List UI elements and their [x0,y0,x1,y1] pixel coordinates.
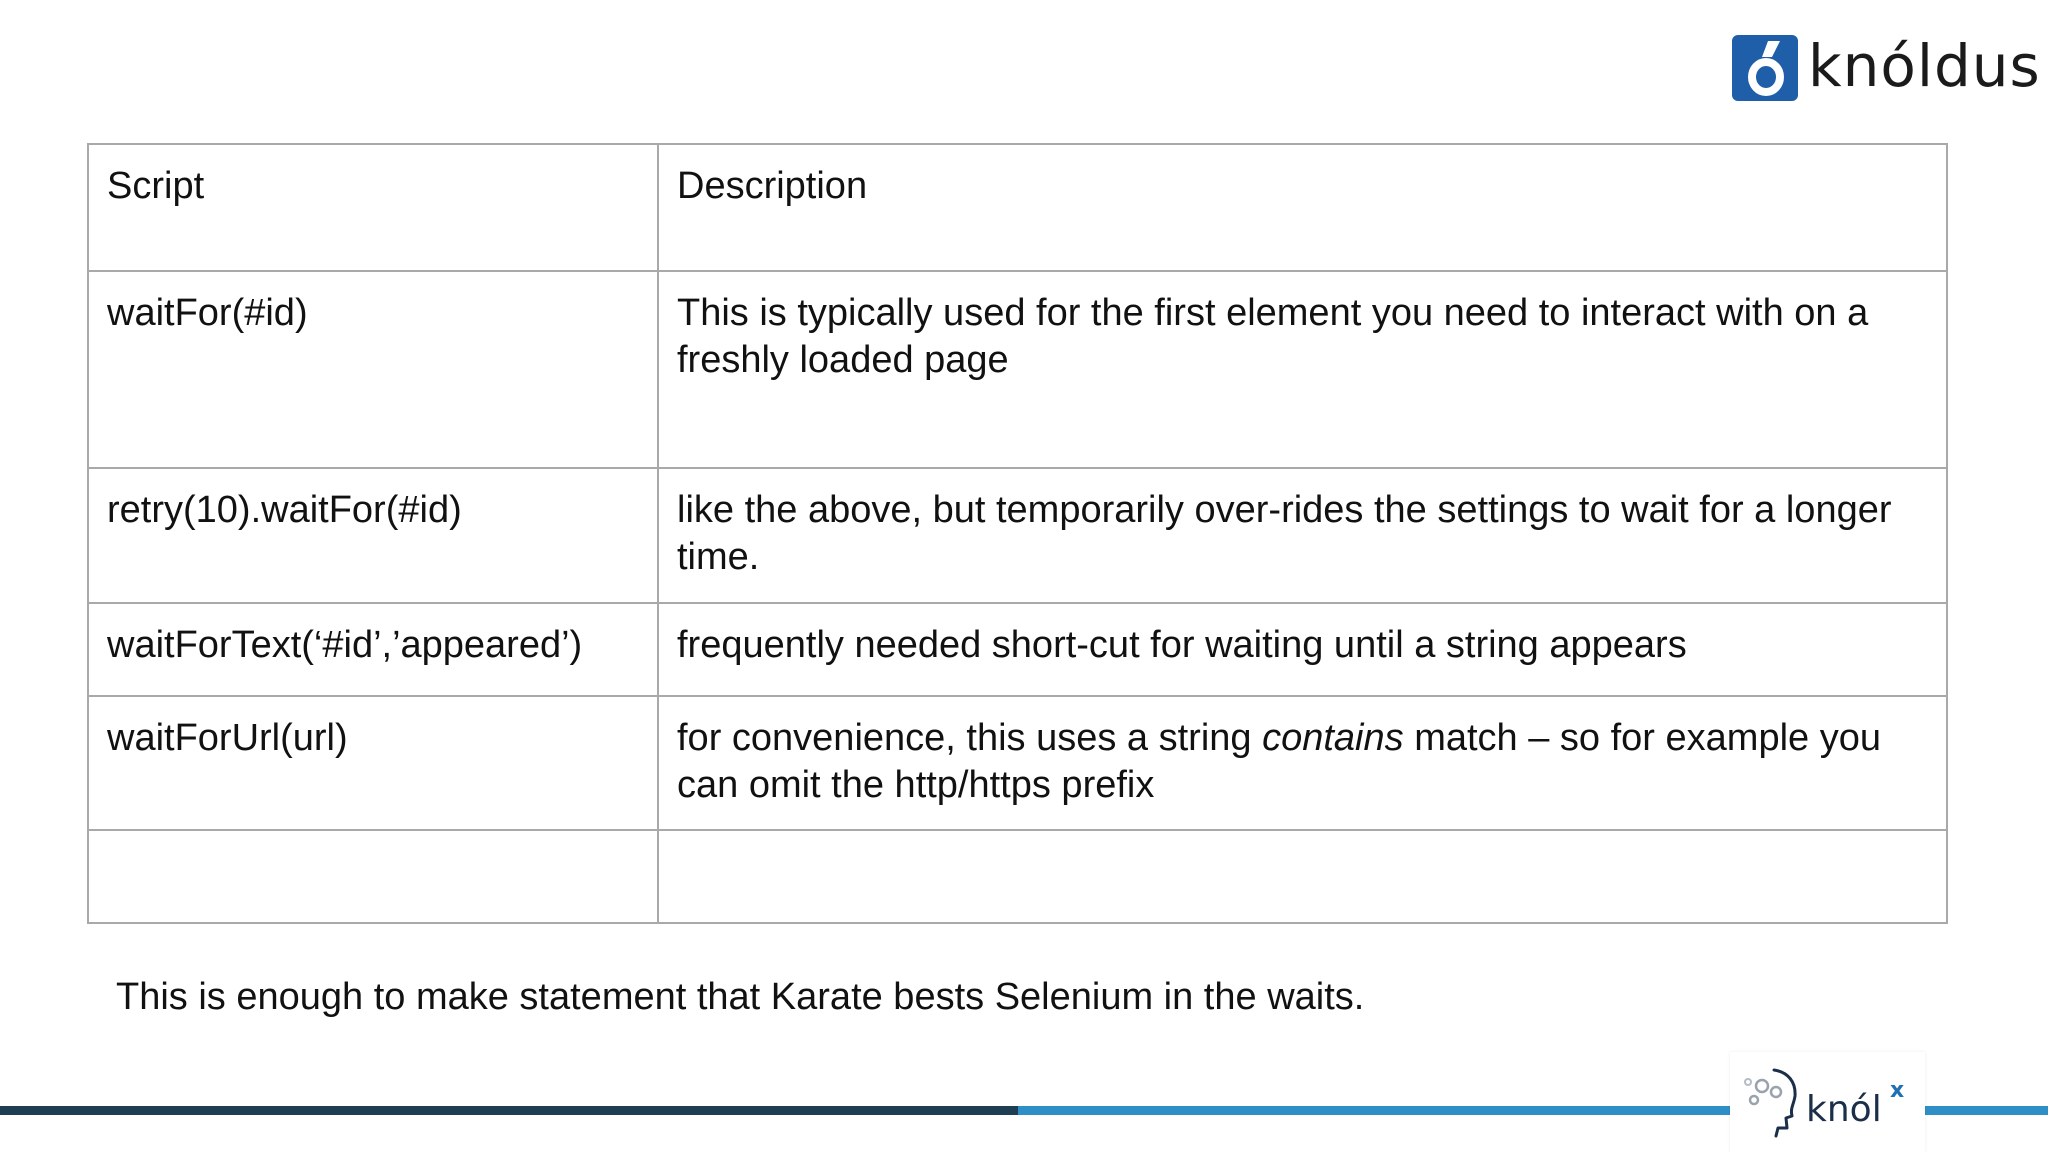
script-cell: waitForText(‘#id’,’appeared’) [88,603,658,696]
description-cell: This is typically used for the first element you need to interact with on a freshly loaded page [658,271,1947,468]
knolx-wordmark: knól [1806,1089,1882,1130]
table-row [88,696,1947,830]
description-text-emphasis: contains [1262,717,1404,759]
waits-table [87,143,1948,924]
script-cell [88,830,658,923]
description-text-before: for convenience, this uses a string [677,717,1263,759]
knolx-badge [1730,1052,1925,1152]
script-cell: waitForUrl(url) [88,696,658,830]
description-cell: frequently needed short-cut for waiting until a string appears [658,603,1947,696]
description-cell: like the above, but temporarily over-rides the settings to wait for a longer time. [658,468,1947,603]
table-row [88,603,1947,696]
knoldus-mark-icon [1732,35,1798,101]
script-cell: waitFor(#id) [88,271,658,468]
header-script-cell: Script [88,144,658,271]
closing-statement: This is enough to make statement that Karate bests Selenium in the waits. [116,976,1365,1018]
head-gears-icon [1740,1066,1800,1140]
knoldus-wordmark: knóldus [1808,32,2041,100]
knoldus-logo [1732,32,2041,103]
table-header-row [88,144,1947,271]
table-row [88,271,1947,468]
script-cell: retry(10).waitFor(#id) [88,468,658,603]
header-description-cell: Description [658,144,1947,271]
description-text-after: match – so for example you can omit the http/https prefix [677,717,1881,806]
table-row [88,468,1947,603]
footer-bar-dark [0,1106,1018,1115]
knolx-superscript: x [1890,1078,1905,1103]
description-cell [658,696,1947,830]
table-row-empty [88,830,1947,923]
description-cell [658,830,1947,923]
